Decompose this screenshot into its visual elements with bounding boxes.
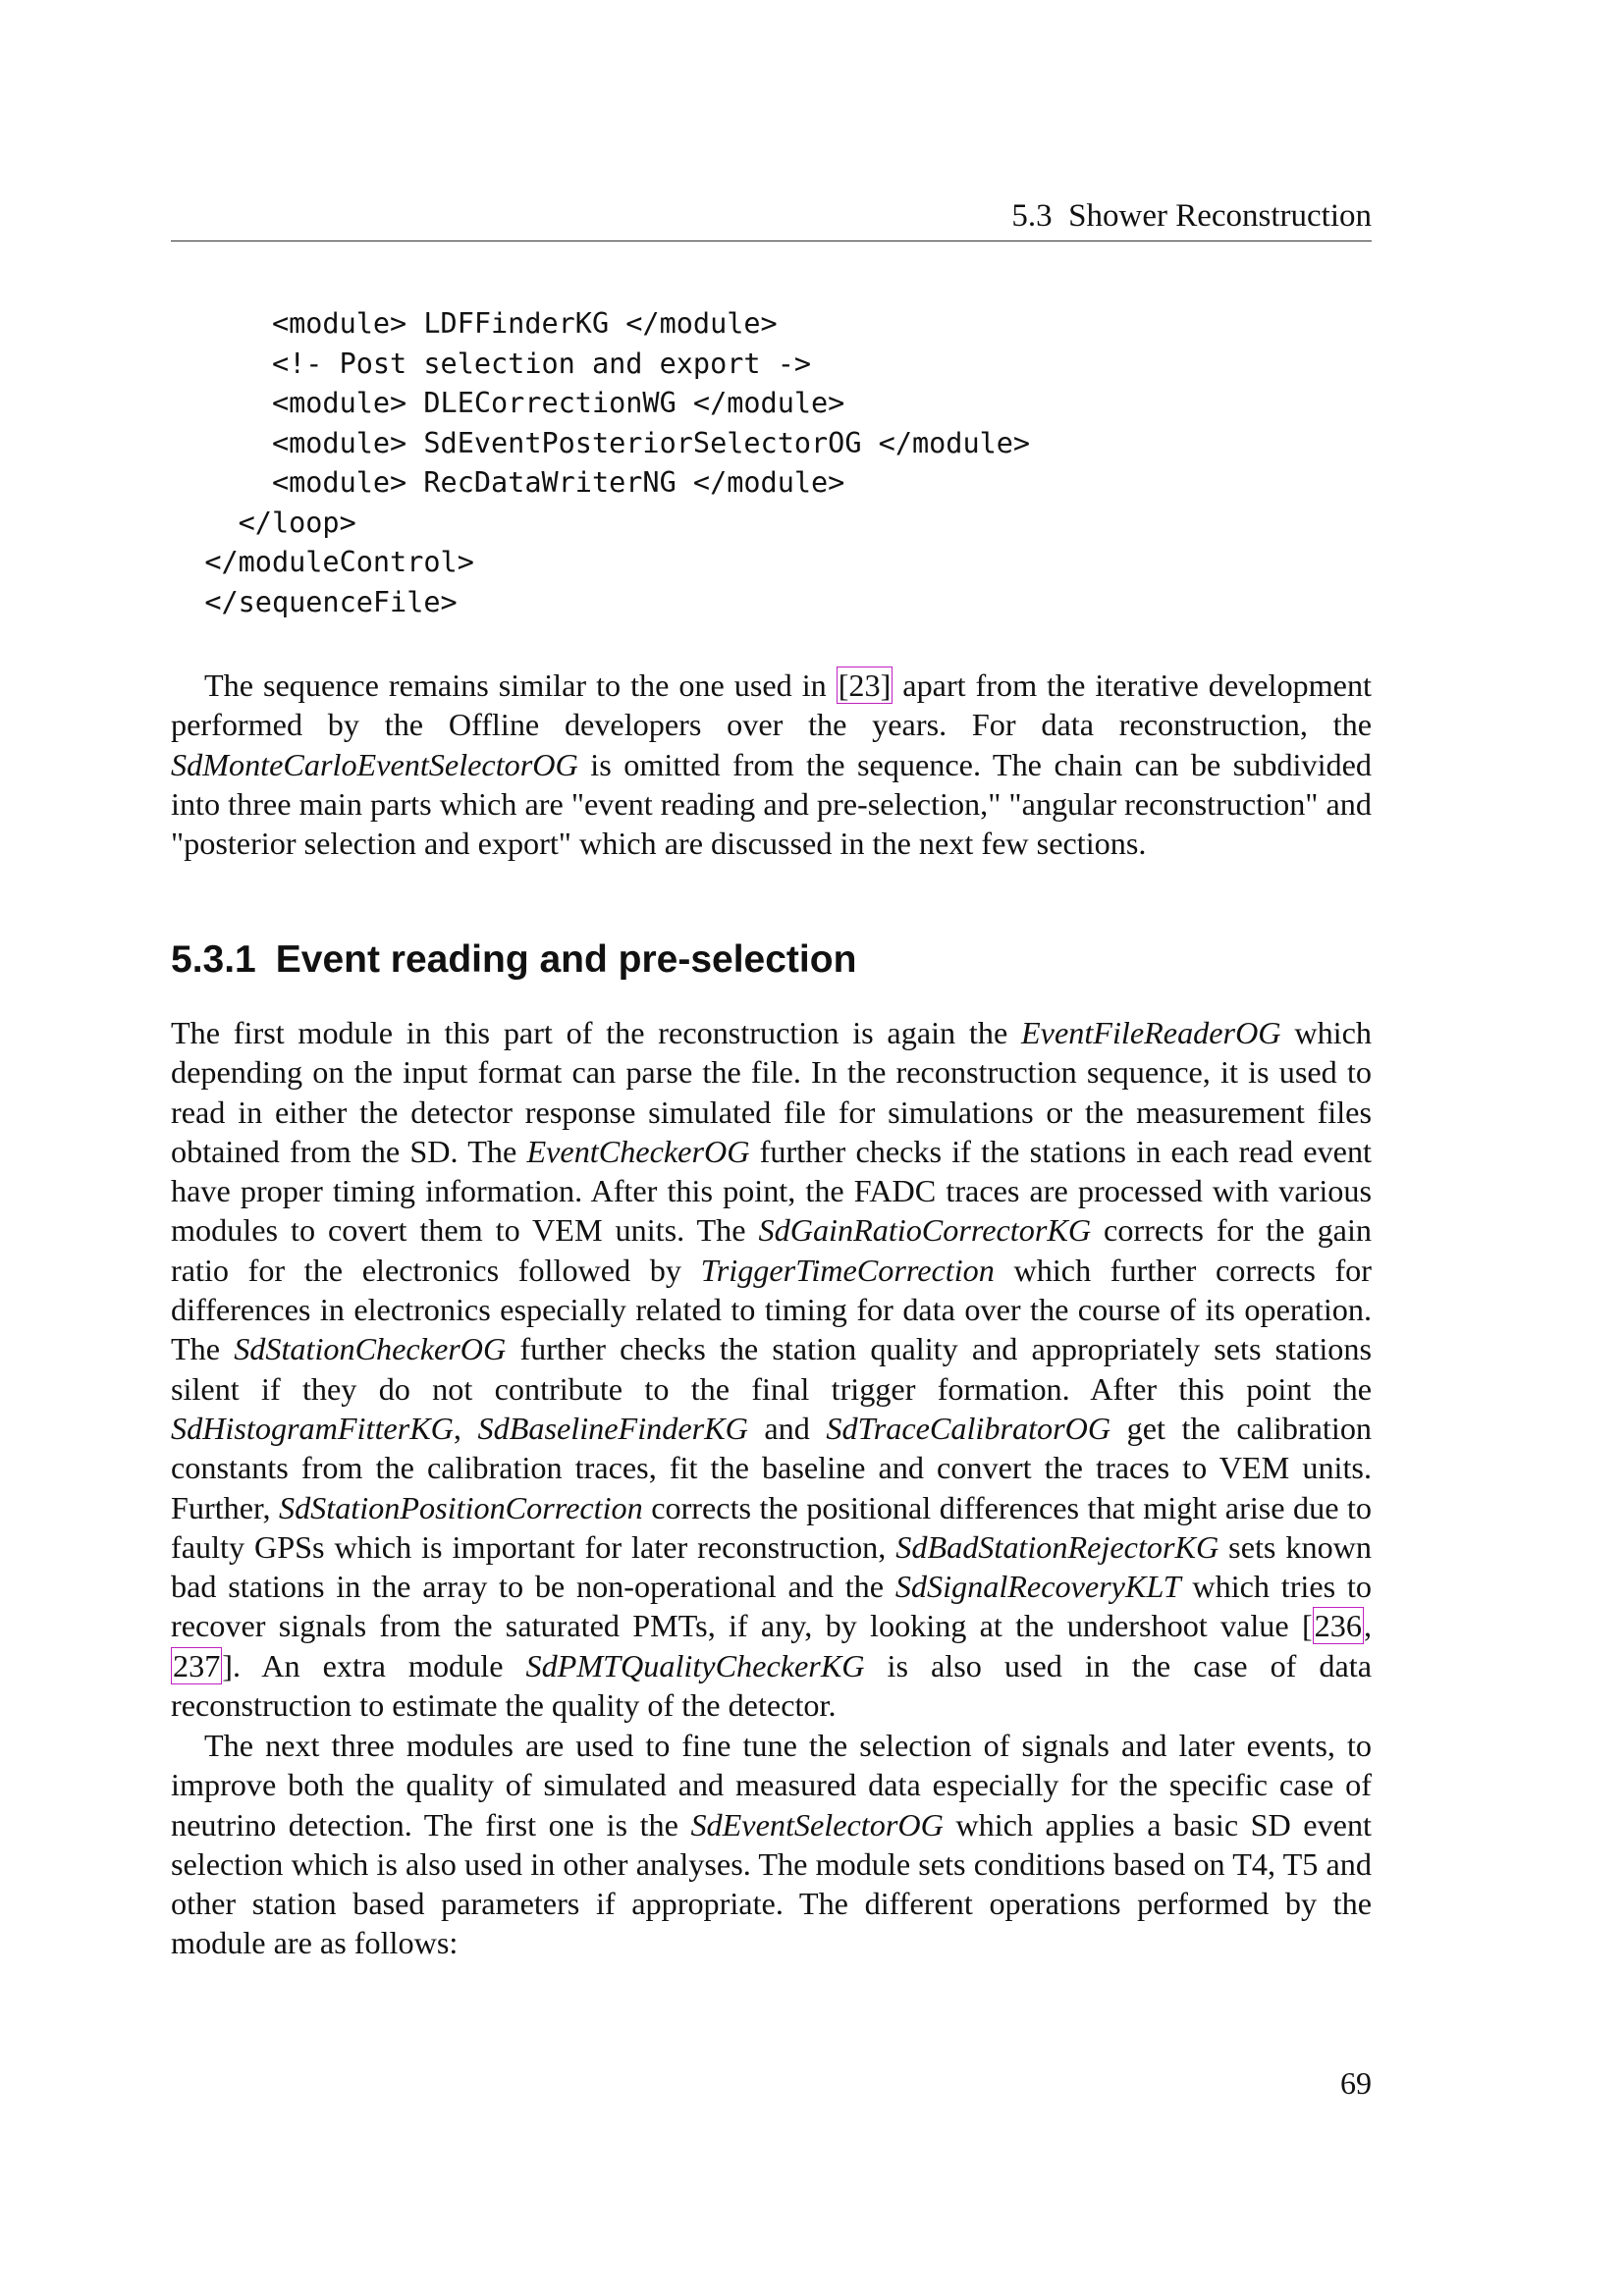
citation-link[interactable]: 236 [1314,1608,1362,1644]
body-paragraph: The first module in this part of the reconstruction is again the EventFileReaderOG which depending on the input format can parse the file. In the reconstruction sequence, it is used to read in either the detector response simulated file for simulations or the measurement files obtained from the SD. The EventCheckerOG further checks if the stations in each read event have proper timing information. After this point, the FADC traces are processed with various modules to covert them to VEM units. The SdGainRatioCorrectorKG corrects for the gain ratio for the electronics followed by TriggerTimeCorrection which further corrects for differences in electronics especially related to timing for data over the course of its operation. The SdStationCheckerOG further checks the station quality and appropriately sets stations silent if they do not contribute to the final trigger formation. After this point the SdHistogramFitterKG, SdBaselineFinderKG and SdTraceCalibratorOG get the calibration constants from the calibration traces, fit the baseline and convert the traces to VEM units. Further, SdStationPositionCorrection corrects the positional differences that might arise due to faulty GPSs which is important for later reconstruction, SdBadStationRejectorKG sets known bad stations in the array to be non-operational and the SdSignalRecoveryKLT which tries to recover signals from the saturated PMTs, if any, by looking at the undershoot value [236, 237]. An extra module SdPMTQualityCheckerKG is also used in the case of data reconstruction to estimate the quality of the detector. [171,1015,1373,1724]
code-line: <!- Post selection and export -> [171,347,812,380]
code-line: <module> SdEventPosteriorSelectorOG </module> [171,426,1031,459]
citation-link[interactable]: [23] [838,667,892,703]
code-line: <module> DLECorrectionWG </module> [171,387,845,419]
xml-code-block [171,304,1372,622]
section-heading [171,936,856,984]
code-line: </moduleControl> [171,546,474,578]
header-section-number: 5.3 [1011,198,1053,234]
running-header [171,196,1372,236]
code-line: <module> LDFFinderKG </module> [171,307,778,340]
header-section-title: Shower Reconstruction [1068,198,1372,234]
code-line: </sequenceFile> [171,585,458,618]
header-rule [171,240,1372,241]
code-line: <module> RecDataWriterNG </module> [171,466,845,499]
body-paragraph: The next three modules are used to fine tune the selection of signals and later events, to improve both the quality of simulated and measured data especially for the specific case of neutrino detection. The first one is the SdEventSelectorOG which applies a basic SD event selection which is also used in other analyses. The module sets conditions based on T4, T5 and other station based parameters if appropriate. The different operations performed by the module are as follows: [171,1728,1373,1961]
code-line: </loop> [171,506,356,539]
page-number: 69 [1340,2065,1372,2101]
section-number: 5.3.1 [171,938,256,981]
section-title: Event reading and pre-selection [275,938,857,981]
citation-link[interactable]: 237 [173,1647,221,1683]
intro-paragraph: The sequence remains similar to the one used in [23] apart from the iterative development performed by the Offline developers over the years. For data reconstruction, the SdMonteCarloEventSelectorOG is omitted from the sequence. The chain can be subdivided into three main parts which are "event reading and pre-selection," "angular reconstruction" and "posterior selection and export" which are discussed in the next few sections. [171,667,1372,862]
